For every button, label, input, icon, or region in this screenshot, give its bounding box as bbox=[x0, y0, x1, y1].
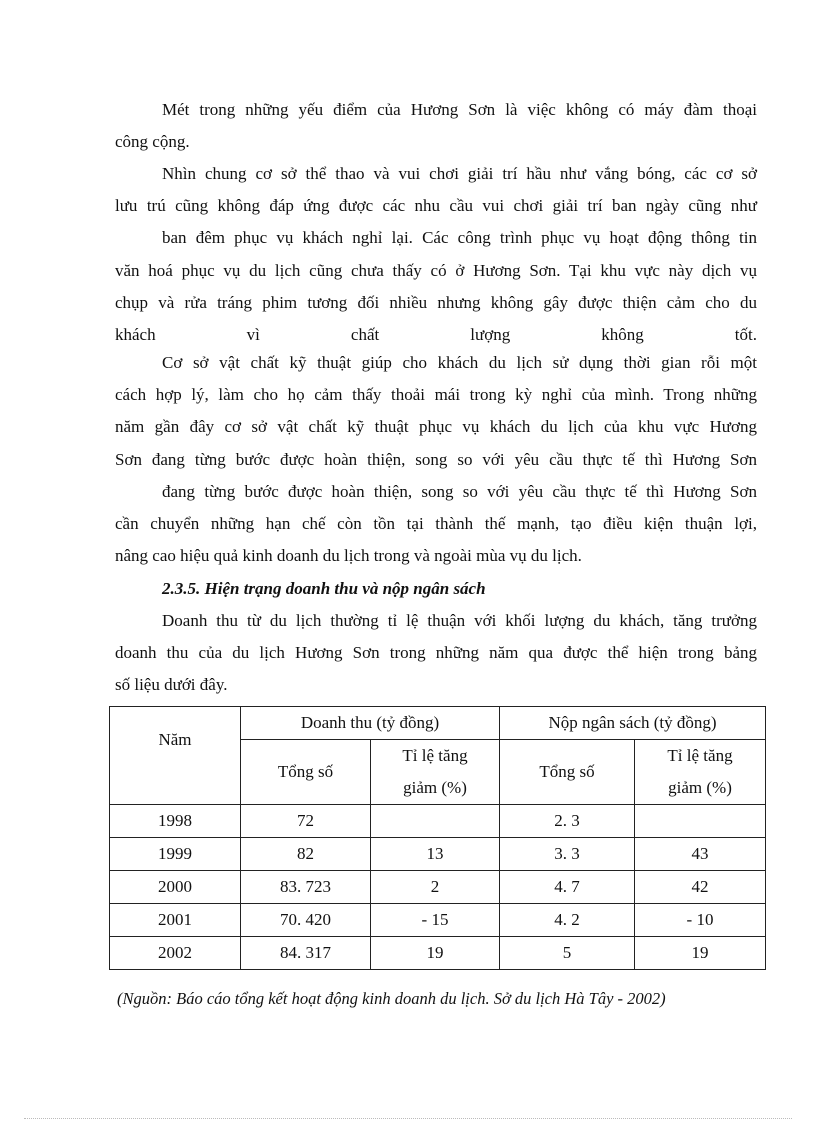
budget-rate-cell: 43 bbox=[635, 838, 766, 871]
revenue-rate-cell: 2 bbox=[371, 871, 500, 904]
text-line: Doanh thu từ du lịch thường tỉ lệ thuận với khối lượng du khách, tăng trưởng bbox=[162, 611, 757, 630]
year-cell: 2001 bbox=[110, 904, 241, 937]
budget-total-cell: 5 bbox=[500, 937, 635, 970]
rate-label-line: giảm (%) bbox=[668, 778, 732, 797]
text-line: văn hoá phục vụ du lịch cũng chưa thấy có ở Hương Sơn. Tại khu vực này dịch vụ bbox=[115, 260, 757, 280]
text-line: năm gần đây cơ sở vật chất kỹ thuật phục vụ khách du lịch của khu vực Hương bbox=[115, 417, 757, 437]
budget-total-cell: 3. 3 bbox=[500, 838, 635, 871]
budget-total-header: Tổng số bbox=[500, 740, 635, 805]
revenue-total-cell: 84. 317 bbox=[241, 937, 371, 970]
text-line: số liệu dưới đây. bbox=[115, 675, 228, 695]
text-line: doanh thu của du lịch Hương Sơn trong những năm qua được thể hiện trong bảng bbox=[115, 643, 757, 663]
text-line: lưu trú cũng không đáp ứng được các nhu cầu vui chơi giải trí ban ngày cũng như bbox=[115, 196, 757, 216]
revenue-rate-cell: 13 bbox=[371, 838, 500, 871]
text-line: công cộng. bbox=[115, 132, 190, 152]
table-row bbox=[110, 904, 766, 937]
text-line: ban đêm phục vụ khách nghỉ lại. Các công trình phục vụ hoạt động thông tin bbox=[162, 228, 757, 248]
table-row bbox=[110, 871, 766, 904]
table-header-row bbox=[110, 707, 766, 740]
budget-total-cell: 4. 7 bbox=[500, 871, 635, 904]
rate-label-line: Tỉ lệ tăng bbox=[667, 746, 733, 765]
paragraph-intro bbox=[115, 605, 757, 702]
budget-rate-cell: 42 bbox=[635, 871, 766, 904]
text-line: Mét trong những yếu điểm của Hương Sơn là việc không có máy đàm thoại bbox=[162, 100, 757, 119]
revenue-total-cell: 72 bbox=[241, 805, 371, 838]
paragraph-entertainment bbox=[115, 158, 757, 351]
revenue-total-cell: 70. 420 bbox=[241, 904, 371, 937]
revenue-rate-header bbox=[371, 740, 500, 805]
year-cell: 2002 bbox=[110, 937, 241, 970]
table-row bbox=[110, 937, 766, 970]
text-line: nâng cao hiệu quả kinh doanh du lịch trong và ngoài mùa vụ du lịch. bbox=[115, 546, 582, 566]
budget-total-cell: 4. 2 bbox=[500, 904, 635, 937]
table-row bbox=[110, 805, 766, 838]
paragraph-facilities bbox=[115, 347, 757, 572]
text-line: cần chuyển những hạn chế còn tồn tại thành thế mạnh, tạo điều kiện thuận lợi, bbox=[115, 514, 757, 534]
revenue-total-header: Tổng số bbox=[241, 740, 371, 805]
text-line: Cơ sở vật chất kỹ thuật giúp cho khách du lịch sử dụng thời gian rỗi một bbox=[162, 353, 757, 372]
rate-label-line: giảm (%) bbox=[403, 778, 467, 797]
revenue-total-cell: 82 bbox=[241, 838, 371, 871]
section-heading: 2.3.5. Hiện trạng doanh thu và nộp ngân sách bbox=[162, 579, 486, 598]
year-cell: 1998 bbox=[110, 805, 241, 838]
budget-rate-header bbox=[635, 740, 766, 805]
text-line: Nhìn chung cơ sở thể thao và vui chơi giải trí hầu như vắng bóng, các cơ sở bbox=[162, 164, 757, 183]
budget-rate-cell: 19 bbox=[635, 937, 766, 970]
budget-rate-cell: - 10 bbox=[635, 904, 766, 937]
source-citation: (Nguồn: Báo cáo tổng kết hoạt động kinh doanh du lịch. Sở du lịch Hà Tây - 2002) bbox=[117, 989, 666, 1008]
revenue-rate-cell: - 15 bbox=[371, 904, 500, 937]
year-cell: 2000 bbox=[110, 871, 241, 904]
paragraph-telephone bbox=[115, 94, 757, 158]
text-line: cách hợp lý, làm cho họ cảm thấy thoải mái trong kỳ nghỉ của mình. Trong những bbox=[115, 385, 757, 405]
text-line: Sơn đang từng bước được hoàn thiện, song so với yêu cầu thực tế thì Hương Sơn bbox=[115, 449, 757, 469]
year-header bbox=[110, 707, 241, 805]
page-bottom-divider bbox=[24, 1118, 792, 1119]
text-line: chụp và rửa tráng phim tương đối nhiều nhưng không gây được thiện cảm cho du bbox=[115, 292, 757, 312]
budget-total-cell: 2. 3 bbox=[500, 805, 635, 838]
text-line: khách vì chất lượng không tốt. bbox=[115, 325, 757, 345]
revenue-group-header: Doanh thu (tỷ đồng) bbox=[241, 707, 500, 740]
budget-rate-cell bbox=[635, 805, 766, 838]
revenue-rate-cell bbox=[371, 805, 500, 838]
year-cell: 1999 bbox=[110, 838, 241, 871]
revenue-total-cell: 83. 723 bbox=[241, 871, 371, 904]
revenue-rate-cell: 19 bbox=[371, 937, 500, 970]
revenue-budget-table bbox=[109, 706, 766, 970]
budget-group-header: Nộp ngân sách (tỷ đồng) bbox=[500, 707, 766, 740]
table-row bbox=[110, 838, 766, 871]
year-header-label: Năm bbox=[158, 729, 192, 749]
text-line: đang từng bước được hoàn thiện, song so với yêu cầu thực tế thì Hương Sơn bbox=[162, 481, 757, 501]
rate-label-line: Tỉ lệ tăng bbox=[402, 746, 468, 765]
